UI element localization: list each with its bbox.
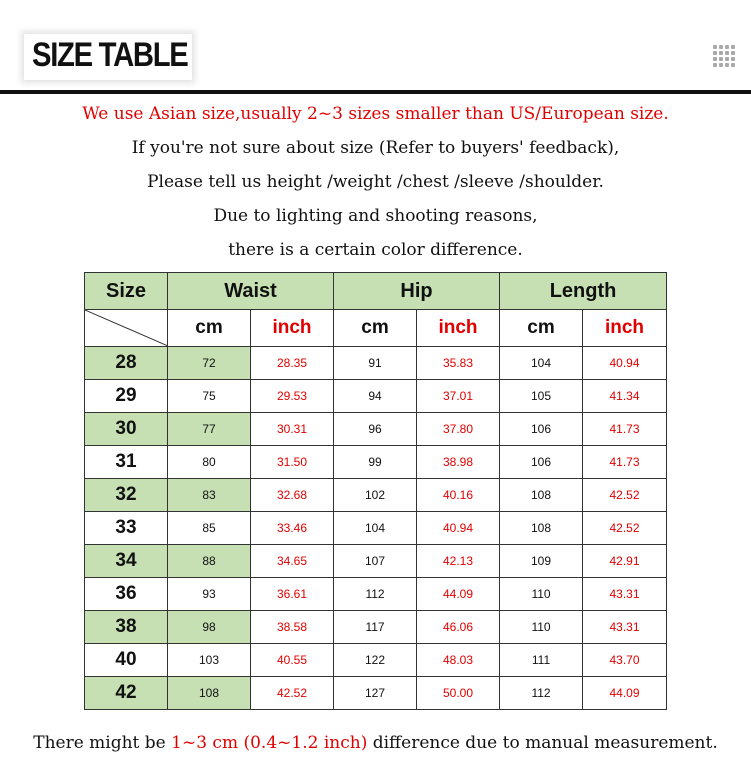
cm-cell: 98: [168, 611, 251, 644]
size-table: [84, 272, 667, 710]
inch-cell: 42.52: [251, 677, 334, 710]
table-header-row: [85, 273, 667, 310]
page-title: SIZE TABLE: [32, 36, 188, 74]
inch-cell: 29.53: [251, 380, 334, 413]
inch-cell: 42.13: [417, 545, 500, 578]
cm-cell: 117: [334, 611, 417, 644]
cm-cell: 109: [500, 545, 583, 578]
size-cell: 30: [85, 413, 168, 446]
inch-cell: 30.31: [251, 413, 334, 446]
cm-cell: 112: [334, 578, 417, 611]
footer-highlight: 1~3 cm (0.4~1.2 inch): [171, 733, 368, 753]
inch-cell: 44.09: [417, 578, 500, 611]
unit-header: cm: [334, 310, 417, 347]
inch-cell: 46.06: [417, 611, 500, 644]
inch-cell: 42.91: [583, 545, 667, 578]
cm-cell: 94: [334, 380, 417, 413]
inch-cell: 43.70: [583, 644, 667, 677]
notice-line-5: there is a certain color difference.: [228, 240, 523, 260]
table-row: [85, 545, 667, 578]
size-cell: 32: [85, 479, 168, 512]
cm-cell: 127: [334, 677, 417, 710]
cm-cell: 96: [334, 413, 417, 446]
waist-header: Waist: [168, 273, 334, 310]
notice-line-3: Please tell us height /weight /chest /sleeve /shoulder.: [147, 172, 604, 192]
cm-cell: 111: [500, 644, 583, 677]
inch-cell: 42.52: [583, 479, 667, 512]
table-row: [85, 512, 667, 545]
unit-header: cm: [168, 310, 251, 347]
notice-line-4: Due to lighting and shooting reasons,: [213, 206, 538, 226]
inch-cell: 40.94: [583, 347, 667, 380]
unit-header-row: [85, 310, 667, 347]
cm-cell: 93: [168, 578, 251, 611]
inch-cell: 43.31: [583, 611, 667, 644]
size-cell: 34: [85, 545, 168, 578]
table-row: [85, 413, 667, 446]
inch-cell: 31.50: [251, 446, 334, 479]
diagonal-line: [85, 310, 168, 346]
hip-header: Hip: [334, 273, 500, 310]
inch-cell: 32.68: [251, 479, 334, 512]
inch-cell: 38.58: [251, 611, 334, 644]
inch-cell: 37.01: [417, 380, 500, 413]
table-row: [85, 479, 667, 512]
size-cell: 40: [85, 644, 168, 677]
inch-cell: 34.65: [251, 545, 334, 578]
cm-cell: 83: [168, 479, 251, 512]
grid-menu-icon[interactable]: [713, 45, 735, 67]
size-column-header: Size: [85, 273, 168, 310]
size-rows: [85, 347, 667, 710]
cm-cell: 106: [500, 413, 583, 446]
inch-cell: 33.46: [251, 512, 334, 545]
diagonal-cell: [85, 310, 168, 347]
inch-cell: 41.73: [583, 413, 667, 446]
length-header: Length: [500, 273, 667, 310]
size-cell: 38: [85, 611, 168, 644]
unit-header: inch: [417, 310, 500, 347]
cm-cell: 110: [500, 611, 583, 644]
inch-cell: 37.80: [417, 413, 500, 446]
footer-note: [0, 733, 751, 753]
table-row: [85, 380, 667, 413]
size-cell: 31: [85, 446, 168, 479]
inch-cell: 50.00: [417, 677, 500, 710]
cm-cell: 91: [334, 347, 417, 380]
cm-cell: 99: [334, 446, 417, 479]
unit-header: inch: [251, 310, 334, 347]
inch-cell: 40.16: [417, 479, 500, 512]
inch-cell: 48.03: [417, 644, 500, 677]
footer-prefix: There might be: [33, 733, 172, 753]
cm-cell: 88: [168, 545, 251, 578]
unit-header: cm: [500, 310, 583, 347]
cm-cell: 110: [500, 578, 583, 611]
cm-cell: 108: [500, 512, 583, 545]
cm-cell: 102: [334, 479, 417, 512]
inch-cell: 38.98: [417, 446, 500, 479]
size-cell: 28: [85, 347, 168, 380]
inch-cell: 40.94: [417, 512, 500, 545]
table-row: [85, 347, 667, 380]
cm-cell: 106: [500, 446, 583, 479]
cm-cell: 85: [168, 512, 251, 545]
size-cell: 36: [85, 578, 168, 611]
table-row: [85, 446, 667, 479]
inch-cell: 44.09: [583, 677, 667, 710]
table-row: [85, 611, 667, 644]
cm-cell: 72: [168, 347, 251, 380]
cm-cell: 80: [168, 446, 251, 479]
cm-cell: 104: [500, 347, 583, 380]
page-header: [0, 0, 751, 90]
table-row: [85, 677, 667, 710]
cm-cell: 122: [334, 644, 417, 677]
size-cell: 29: [85, 380, 168, 413]
inch-cell: 43.31: [583, 578, 667, 611]
unit-header: inch: [583, 310, 667, 347]
cm-cell: 104: [334, 512, 417, 545]
inch-cell: 36.61: [251, 578, 334, 611]
inch-cell: 28.35: [251, 347, 334, 380]
table-row: [85, 644, 667, 677]
cm-cell: 105: [500, 380, 583, 413]
table-row: [85, 578, 667, 611]
inch-cell: 35.83: [417, 347, 500, 380]
inch-cell: 40.55: [251, 644, 334, 677]
header-divider: [0, 90, 751, 94]
cm-cell: 103: [168, 644, 251, 677]
notice-line-1: We use Asian size,usually 2~3 sizes smaller than US/European size.: [82, 104, 669, 124]
footer-suffix: difference due to manual measurement.: [367, 733, 718, 753]
cm-cell: 75: [168, 380, 251, 413]
inch-cell: 41.34: [583, 380, 667, 413]
cm-cell: 108: [500, 479, 583, 512]
inch-cell: 42.52: [583, 512, 667, 545]
cm-cell: 77: [168, 413, 251, 446]
inch-cell: 41.73: [583, 446, 667, 479]
cm-cell: 107: [334, 545, 417, 578]
cm-cell: 108: [168, 677, 251, 710]
cm-cell: 112: [500, 677, 583, 710]
notice-line-2: If you're not sure about size (Refer to buyers' feedback),: [131, 138, 620, 158]
size-cell: 33: [85, 512, 168, 545]
size-cell: 42: [85, 677, 168, 710]
